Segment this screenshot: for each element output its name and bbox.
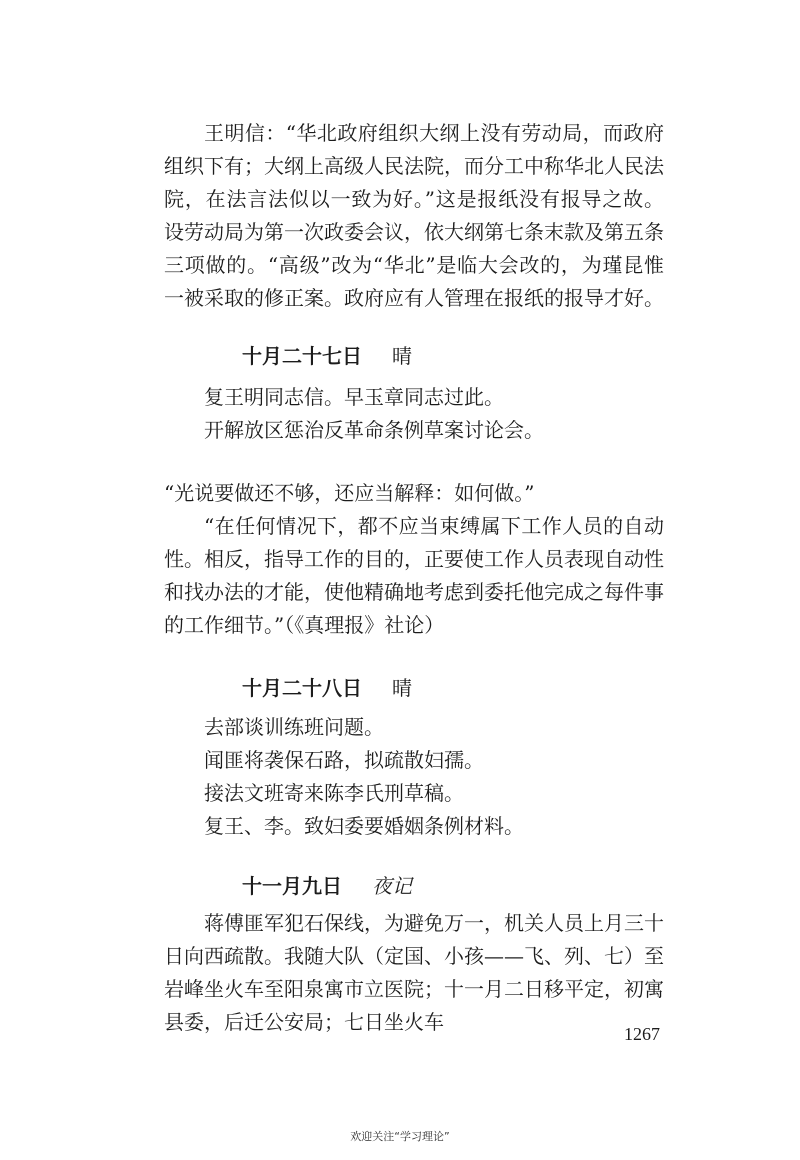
paragraph-text: 蒋傅匪军犯石保线，为避免万一，机关人员上月三十日向西疏散。我随大队（定国、小孩——飞、列、七）至岩峰坐火车至阳泉寓市立医院；十一月二日移平定，初寓县委，后迁公安局；七日坐火车 (164, 911, 664, 1034)
footer-note: 欢迎关注“学习理论” (350, 1130, 450, 1143)
entry-line: 开解放区惩治反革命条例草案讨论会。 (204, 418, 544, 442)
heading-date: 十月二十七日 (242, 344, 362, 368)
quotation-paragraph: “在任何情况下，都不应当束缚属下工作人员的自动性。相反，指导工作的目的，正要使工作人员表现自动性和找办法的才能，使他精确地考虑到委托他完成之每件事的工作细节。”（《真理报》社论） (164, 514, 664, 637)
heading-weather: 晴 (392, 344, 412, 368)
entry-paragraph-2 (164, 907, 664, 1039)
heading-date: 十月二十八日 (242, 676, 362, 700)
heading-note: 夜记 (372, 874, 412, 898)
entry-lines-oct-28 (164, 711, 664, 843)
entry-line: 闻匪将袭保石路，拟疏散妇孺。 (204, 748, 484, 772)
entry-paragraph-1 (164, 117, 664, 315)
paragraph-text: 王明信：“华北政府组织大纲上没有劳动局，而政府组织下有；大纲上高级人民法院，而分工中称华北人民法院，在法言法似以一致为好。”这是报纸没有报导之故。设劳动局为第一次政委会议，依大纲第七条末款及第五条三项做的。“高级”改为“华北”是临大会改的，为瑾昆惟一被采取的修正案。政府应有人管理在报纸的报导才好。 (164, 121, 664, 310)
entry-line: 去部谈训练班问题。 (204, 715, 384, 739)
entry-line: 复王明同志信。早玉章同志过此。 (204, 385, 504, 409)
quotation-line: “光说要做还不够，还应当解释：如何做。” (164, 481, 535, 505)
heading-weather: 晴 (392, 676, 412, 700)
page-number: 1267 (624, 1024, 660, 1044)
entry-lines-oct-27 (164, 381, 664, 447)
entry-line: 复王、李。致妇委要婚姻条例材料。 (204, 814, 524, 838)
date-heading-nov-9 (242, 871, 412, 901)
date-heading-oct-28 (242, 673, 412, 703)
quotation-block (164, 477, 664, 642)
entry-line: 接法文班寄来陈李氏刑草稿。 (204, 781, 464, 805)
date-heading-oct-27 (242, 341, 412, 371)
heading-date: 十一月九日 (242, 874, 342, 898)
